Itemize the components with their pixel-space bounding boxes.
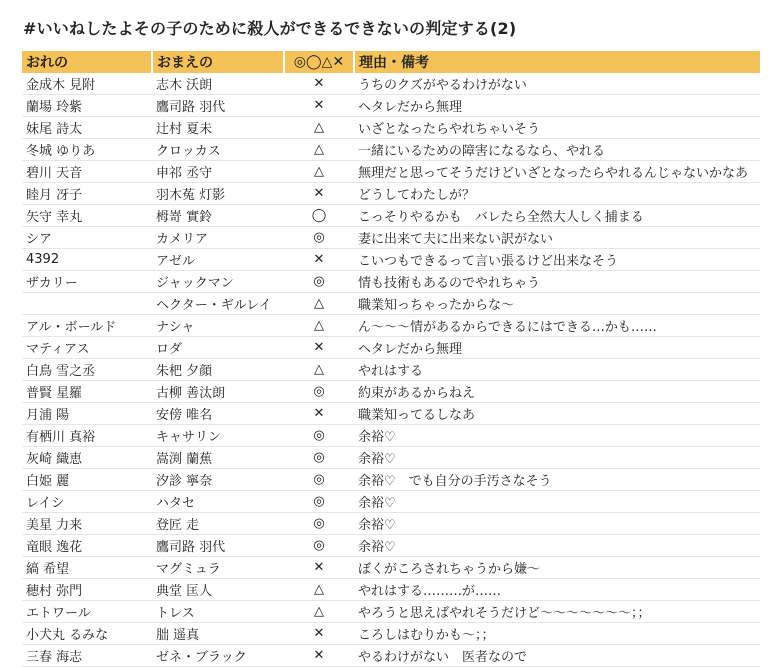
cell-mine: 竜眼 逸花 — [22, 535, 152, 557]
page-title: #いいねしたよその子のために殺人ができるできないの判定する(2) — [23, 19, 517, 38]
cell-yours: 安傍 唯名 — [152, 403, 284, 425]
cell-rating: ✕ — [284, 337, 354, 359]
cell-mine: エトワール — [22, 601, 152, 623]
table-row — [22, 623, 760, 645]
cell-rating: ✕ — [284, 95, 354, 117]
cell-yours: 栂嵜 實鈴 — [152, 205, 284, 227]
header-mine: おれの — [22, 51, 152, 73]
cell-mine — [22, 293, 152, 315]
cell-yours: 鷹司路 羽代 — [152, 95, 284, 117]
cell-rating: ◎ — [284, 535, 354, 557]
cell-yours: ハタセ — [152, 491, 284, 513]
cell-rating: ✕ — [284, 557, 354, 579]
cell-yours: 嵩渕 蘭蕉 — [152, 447, 284, 469]
cell-reason: 妻に出来て夫に出来ない訳がない — [354, 227, 760, 249]
cell-reason: 余裕♡ — [354, 447, 760, 469]
cell-mine: 蘭場 玲紫 — [22, 95, 152, 117]
cell-reason: ヘタレだから無理 — [354, 95, 760, 117]
table-row — [22, 183, 760, 205]
cell-rating: ✕ — [284, 645, 354, 667]
cell-rating: △ — [284, 601, 354, 623]
cell-reason: ヘタレだから無理 — [354, 337, 760, 359]
table-row — [22, 535, 760, 557]
cell-mine: 灰崎 織恵 — [22, 447, 152, 469]
cell-reason: 無理だと思ってそうだけどいざとなったらやれるんじゃないかなあ — [354, 161, 760, 183]
table-row — [22, 337, 760, 359]
cell-yours: 鷹司路 羽代 — [152, 535, 284, 557]
table-row — [22, 227, 760, 249]
cell-yours: ロダ — [152, 337, 284, 359]
table-row — [22, 271, 760, 293]
cell-mine: レイシ — [22, 491, 152, 513]
cell-reason: やるわけがない 医者なので — [354, 645, 760, 667]
cell-yours: クロッカス — [152, 139, 284, 161]
cell-reason: ぼくがころされちゃうから嫌〜 — [354, 557, 760, 579]
cell-mine: 小犬丸 るみな — [22, 623, 152, 645]
cell-reason: 余裕♡ — [354, 425, 760, 447]
table-row — [22, 469, 760, 491]
cell-yours: ジャックマン — [152, 271, 284, 293]
table-row — [22, 601, 760, 623]
cell-rating: △ — [284, 139, 354, 161]
table-row — [22, 447, 760, 469]
cell-yours: ナシャ — [152, 315, 284, 337]
cell-reason: やろうと思えばやれそうだけど〜〜〜〜〜〜〜；； — [354, 601, 760, 623]
cell-reason: やれはする — [354, 359, 760, 381]
cell-reason: 余裕♡ — [354, 535, 760, 557]
table-row — [22, 645, 760, 667]
cell-reason: 情も技術もあるのでやれちゃう — [354, 271, 760, 293]
cell-yours: 朱杷 夕顔 — [152, 359, 284, 381]
cell-reason: いざとなったらやれちゃいそう — [354, 117, 760, 139]
cell-rating: ◎ — [284, 469, 354, 491]
header-rating: ◎◯△✕ — [284, 51, 354, 73]
cell-reason: 余裕♡ — [354, 491, 760, 513]
cell-yours: ゼネ・ブラック — [152, 645, 284, 667]
cell-rating: ✕ — [284, 623, 354, 645]
cell-yours: 典堂 匡人 — [152, 579, 284, 601]
cell-reason: 余裕♡ — [354, 513, 760, 535]
cell-mine: 白姫 麗 — [22, 469, 152, 491]
table-row — [22, 403, 760, 425]
cell-rating: ◎ — [284, 425, 354, 447]
cell-rating: ◎ — [284, 271, 354, 293]
cell-yours: トレス — [152, 601, 284, 623]
table-row — [22, 95, 760, 117]
table-row — [22, 315, 760, 337]
cell-reason: こいつもできるって言い張るけど出来なそう — [354, 249, 760, 271]
cell-rating: △ — [284, 293, 354, 315]
table-row — [22, 73, 760, 95]
cell-reason: 職業知っちゃったからな〜 — [354, 293, 760, 315]
cell-mine: ザカリー — [22, 271, 152, 293]
table-row — [22, 249, 760, 271]
cell-mine: マティアス — [22, 337, 152, 359]
cell-rating: △ — [284, 161, 354, 183]
cell-reason: やれはする………が…… — [354, 579, 760, 601]
cell-reason: 約束があるからねえ — [354, 381, 760, 403]
cell-mine: 美星 力来 — [22, 513, 152, 535]
cell-yours: ヘクター・ギルレイ — [152, 293, 284, 315]
cell-yours: 申祁 丞守 — [152, 161, 284, 183]
cell-rating: ✕ — [284, 183, 354, 205]
cell-yours: 登匠 走 — [152, 513, 284, 535]
cell-mine: 月浦 陽 — [22, 403, 152, 425]
table-header-row — [22, 51, 760, 73]
cell-mine: 有栖川 真裕 — [22, 425, 152, 447]
cell-mine: 矢守 幸丸 — [22, 205, 152, 227]
cell-mine: 碧川 天音 — [22, 161, 152, 183]
cell-rating: ◎ — [284, 227, 354, 249]
cell-rating: ◎ — [284, 447, 354, 469]
header-yours: おまえの — [152, 51, 284, 73]
cell-rating: ◎ — [284, 491, 354, 513]
table-row — [22, 557, 760, 579]
cell-mine: 4392 — [22, 249, 152, 271]
cell-rating: △ — [284, 579, 354, 601]
table-row — [22, 425, 760, 447]
cell-reason: うちのクズがやるわけがない — [354, 73, 760, 95]
table-row — [22, 381, 760, 403]
cell-reason: ころしはむりかも〜；； — [354, 623, 760, 645]
cell-reason: どうしてわたしが？ — [354, 183, 760, 205]
cell-mine: 睦月 冴子 — [22, 183, 152, 205]
cell-rating: △ — [284, 315, 354, 337]
table-row — [22, 513, 760, 535]
cell-rating: ◯ — [284, 205, 354, 227]
cell-yours: 羽木菟 灯影 — [152, 183, 284, 205]
cell-rating: ✕ — [284, 73, 354, 95]
header-reason: 理由・備考 — [354, 51, 760, 73]
cell-rating: ◎ — [284, 513, 354, 535]
cell-yours: 古柳 善汰朗 — [152, 381, 284, 403]
cell-mine: 金成木 見附 — [22, 73, 152, 95]
table-row — [22, 491, 760, 513]
table-row — [22, 161, 760, 183]
table-row — [22, 293, 760, 315]
cell-mine: アル・ボールド — [22, 315, 152, 337]
cell-yours: 汐診 寧奈 — [152, 469, 284, 491]
cell-mine: 穂村 弥門 — [22, 579, 152, 601]
table-row — [22, 139, 760, 161]
cell-reason: 職業知ってるしなあ — [354, 403, 760, 425]
cell-mine: 冬城 ゆりあ — [22, 139, 152, 161]
cell-yours: 志木 沃朗 — [152, 73, 284, 95]
table-row — [22, 205, 760, 227]
cell-yours: キャサリン — [152, 425, 284, 447]
cell-mine: 白鳥 雪之丞 — [22, 359, 152, 381]
judgement-table — [22, 51, 760, 667]
cell-reason: 一緒にいるための障害になるなら、やれる — [354, 139, 760, 161]
cell-yours: 辻村 夏未 — [152, 117, 284, 139]
cell-mine: 三春 海志 — [22, 645, 152, 667]
cell-rating: △ — [284, 117, 354, 139]
cell-mine: 普賢 星羅 — [22, 381, 152, 403]
table-row — [22, 579, 760, 601]
cell-reason: 余裕♡ でも自分の手汚さなそう — [354, 469, 760, 491]
cell-mine: シア — [22, 227, 152, 249]
cell-yours: 朏 遥真 — [152, 623, 284, 645]
cell-reason: こっそりやるかも バレたら全然大人しく捕まる — [354, 205, 760, 227]
cell-rating: ✕ — [284, 249, 354, 271]
cell-mine: 妹尾 詩太 — [22, 117, 152, 139]
cell-yours: マグミュラ — [152, 557, 284, 579]
table-row — [22, 117, 760, 139]
cell-reason: ん〜〜〜情があるからできるにはできる…かも…… — [354, 315, 760, 337]
cell-rating: ✕ — [284, 403, 354, 425]
cell-rating: △ — [284, 359, 354, 381]
table-row — [22, 359, 760, 381]
cell-yours: カメリア — [152, 227, 284, 249]
cell-yours: アゼル — [152, 249, 284, 271]
cell-rating: ◎ — [284, 381, 354, 403]
cell-mine: 縞 希望 — [22, 557, 152, 579]
